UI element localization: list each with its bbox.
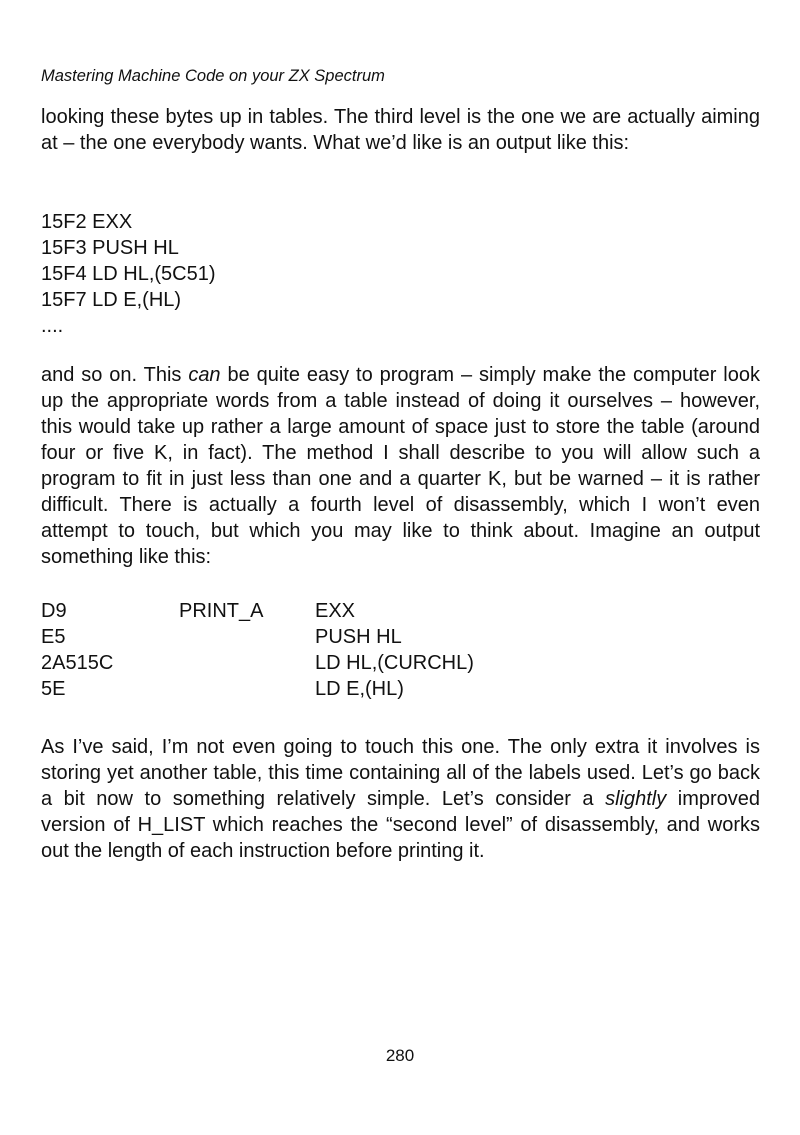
code-line: 15F3 PUSH HL bbox=[41, 237, 179, 259]
paragraph-text: looking these bytes up in tables. The third level is the one we are actually aiming at – the one everybody wants. What we’d like is an output like this: bbox=[41, 106, 760, 154]
code-label bbox=[179, 676, 315, 702]
code-row bbox=[41, 676, 760, 702]
paragraph-text bbox=[41, 734, 760, 864]
code-instruction: LD E,(HL) bbox=[315, 678, 404, 700]
page-number: 280 bbox=[385, 1046, 415, 1065]
code-bytes: 5E bbox=[41, 678, 66, 700]
code-instruction: EXX bbox=[315, 600, 356, 622]
emphasis: slightly bbox=[605, 788, 667, 810]
code-bytes: 2A515C bbox=[41, 652, 114, 674]
code-row bbox=[41, 650, 760, 676]
text-run: and so on. This bbox=[41, 364, 189, 386]
paragraph-3 bbox=[41, 734, 760, 864]
paragraph-text bbox=[41, 362, 760, 570]
code-row bbox=[41, 624, 760, 650]
code-instruction: PUSH HL bbox=[315, 626, 402, 648]
code-listing-1 bbox=[41, 209, 760, 339]
text-run: be quite easy to program – simply make the computer look up the appropriate words from a table instead of doing it ourselves – however, this would take up rather a large amount of space just to store the table (around four or five K, in fact). The method I shall describe to you will allow such a program to fit in just less than one and a quarter K, but be warned – it is rather difficult. There is actually a fourth level of disassembly, which I won’t even attempt to touch, but which you may like to think about. Imagine an output something like this: bbox=[41, 364, 760, 568]
code-instruction: LD HL,(CURCHL) bbox=[315, 652, 474, 674]
code-listing-2 bbox=[41, 598, 760, 702]
code-line: 15F4 LD HL,(5C51) bbox=[41, 263, 216, 285]
paragraph-1 bbox=[41, 104, 760, 156]
code-line: 15F2 EXX bbox=[41, 211, 133, 233]
code-label bbox=[179, 650, 315, 676]
emphasis: can bbox=[188, 364, 221, 386]
paragraph-2 bbox=[41, 362, 760, 570]
text-run: improved version of H_LIST which reaches the “second level” of disassembly, and works out the length of each instruction before printing it. bbox=[41, 788, 761, 862]
text-run: As I’ve said, I’m not even going to touch this one. The only extra it involves is storing yet another table, this time containing all of the labels used. Let’s go back a bit now to something relatively simple. Let’s consider a bbox=[41, 736, 760, 810]
code-line: 15F7 LD E,(HL) bbox=[41, 289, 182, 311]
code-label: PRINT_A bbox=[179, 600, 264, 622]
code-line: .... bbox=[41, 315, 64, 337]
code-bytes: D9 bbox=[41, 600, 67, 622]
code-bytes: E5 bbox=[41, 626, 66, 648]
code-label bbox=[179, 624, 315, 650]
code-row bbox=[41, 598, 760, 624]
running-header: Mastering Machine Code on your ZX Spectrum bbox=[41, 67, 385, 85]
